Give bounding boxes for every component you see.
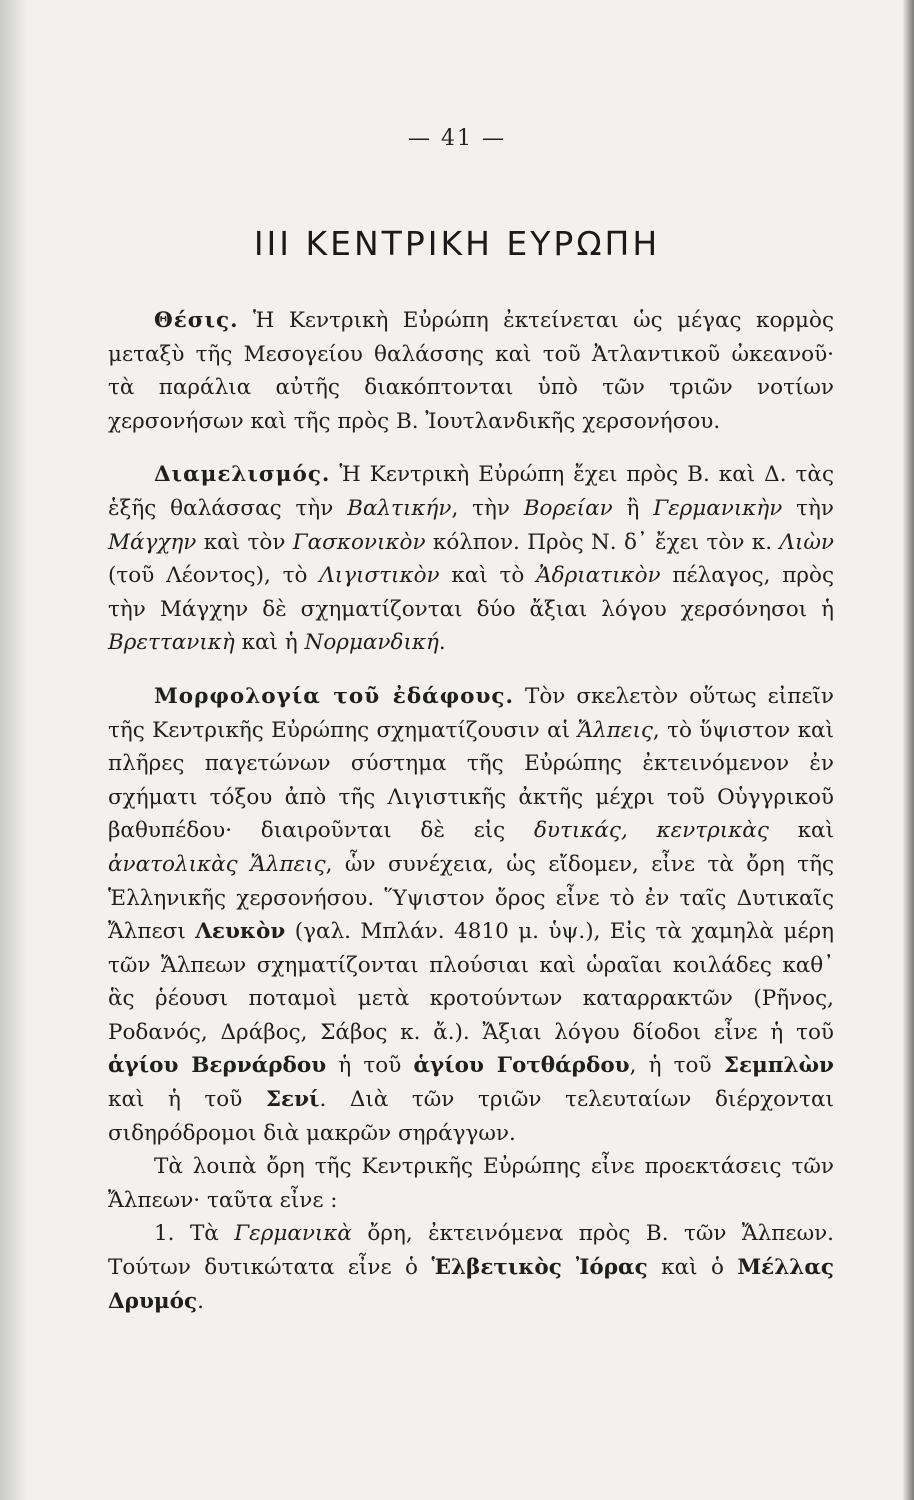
text-segment: κόλπον. Πρὸς Ν. δ᾽ ἔχει τὸν κ. (425, 529, 780, 555)
text-segment: (τοῦ Λέοντος), τὸ (108, 563, 320, 589)
section-heading-morphology: Μορφολογία τοῦ ἐδάφους. (154, 683, 515, 709)
text-segment: ἢ (612, 495, 654, 521)
mountain-name: Γερμανικὰ (234, 1221, 352, 1247)
section-heading-coastline: Διαμελισμός. (154, 462, 331, 488)
gulf-name: Λιὼν (779, 529, 834, 555)
sea-name: Βορείαν (523, 495, 613, 521)
thesis-text: Ἡ Κεντρικὴ Εὐρώπη ἐκτείνεται ὡς μέγας κορμὸς μεταξὺ τῆς Μεσογείου θαλάσσης καὶ τοῦ Ἀτλαντικοῦ ὠκεανοῦ· τὰ παράλια αὐτῆς διακόπτονται ὑπὸ τῶν τριῶν νοτίων χερσονήσων καὶ τῆς πρὸς Β. Ἰουτλανδικῆς χερσονήσου. (108, 308, 834, 434)
mountain-name: Ἄλπεις (577, 717, 653, 743)
list-item-1 (108, 1217, 834, 1318)
pass-name: Σενί (265, 1087, 320, 1113)
text-segment: πέλαγος, πρὸς τὴν Μάγχην δὲ σχηματίζονται δύο ἄξιαι λόγου χερσόνησοι ἡ (108, 563, 834, 622)
text-segment: καὶ τὸ (439, 563, 537, 589)
text-segment: τὴν (782, 495, 834, 521)
text-segment: Τὸν σκελετὸν οὕτως εἰπεῖν τῆς Κεντρικῆς Εὐρώπης σχηματίζουσιν αἱ (108, 683, 835, 743)
mountain-name: ἀνατολικὰς Ἄλπεις (108, 851, 326, 877)
sea-name: Βαλτικήν (347, 495, 452, 521)
paragraph-thesis (108, 304, 834, 438)
chapter-title: III ΚΕΝΤΡΙΚΗ ΕΥΡΩΠΗ (253, 224, 661, 263)
peninsula-name: Νορμανδική (304, 630, 439, 656)
peninsula-name: Βρεττανικὴ (108, 630, 235, 656)
sea-name: Γερμανικὴν (653, 495, 783, 521)
gulf-name: Γασκονικὸν (292, 529, 426, 555)
text-segment: . (197, 1288, 204, 1314)
text-segment: , τὴν (451, 495, 524, 521)
pass-name: Σεμπλὼν (723, 1053, 834, 1079)
paragraph-remaining: Τὰ λοιπὰ ὄρη τῆς Κεντρικῆς Εὐρώπης εἶνε προεκτάσεις τῶν Ἄλπεων· ταῦτα εἶνε : (108, 1154, 834, 1213)
sea-name: Λιγιστικὸν (319, 563, 440, 589)
mountain-name: Μέλλας Δρυμός (108, 1255, 834, 1314)
text-segment: ὄρη, ἐκτεινόμενα πρὸς Β. τῶν Ἄλπεων. Τούτων δυτικώτατα εἶνε ὁ (108, 1221, 835, 1281)
text-segment: καὶ (768, 818, 834, 844)
mountain-name: Ἑλβετικὸς Ἰόρας (431, 1255, 648, 1281)
text-segment: . Διὰ τῶν τριῶν τελευταίων διέρχονται σιδηρόδρομοι διὰ μακρῶν σηράγγων. (108, 1087, 834, 1146)
text-segment: (γαλ. Μπλάν. 4810 μ. ὑψ.), Εἰς τὰ χαμηλὰ μέρη τῶν Ἄλπεων σχηματίζονται πλούσιαι καὶ ὡραῖαι κοιλάδες καθ᾽ ἃς ῥέουσι ποταμοὶ μετὰ κροτούντων καταρρακτῶν (Ρῆνος, Ροδανός, Δράβος, Σάβος κ. ἄ.). Ἄξιαι λόγου δίοδοι εἶνε ἡ τοῦ (108, 919, 834, 1045)
text-segment: καὶ ὁ (647, 1255, 738, 1281)
text-segment: καὶ τὸν (196, 529, 293, 555)
sea-name: Ἀδριατικὸν (536, 563, 661, 589)
mountain-name: δυτικάς, κεντρικὰς (533, 818, 769, 844)
text-segment: , τὸ ὕψιστον καὶ πλῆρες παγετώνων σύστημα τῆς Εὐρώπης ἐκτεινόμενον ἐν σχήματι τόξου ἀπὸ τῆς Λιγιστικῆς ἀκτῆς μέχρι τοῦ Οὑγγρικοῦ βαθυπέδου· διαιροῦνται δὲ εἰς (108, 717, 834, 844)
text-segment: καὶ ἡ (234, 630, 305, 656)
pass-name: ἁγίου Βερνάρδου (108, 1053, 327, 1079)
text-segment: , ὧν συνέχεια, ὡς εἴδομεν, εἶνε τὰ ὄρη τῆς Ἑλληνικῆς χερσονήσου. Ὕψιστον ὄρος εἶνε τὸ ἐν ταῖς Δυτικαῖς Ἄλπεσι (108, 851, 835, 945)
body-text (108, 304, 834, 1318)
sea-name: Μάγχην (108, 529, 197, 555)
text-segment: ἡ τοῦ (326, 1053, 414, 1079)
text-segment: Ἡ Κεντρικὴ Εὐρώπη ἔχει πρὸς Β. καὶ Δ. τὰς ἑξῆς θαλάσσας τὴν (108, 462, 834, 521)
text-segment: καὶ ἡ τοῦ (108, 1087, 266, 1113)
paragraph-coastline (108, 458, 834, 660)
pass-name: ἁγίου Γοτθάρδου (413, 1053, 630, 1079)
text-segment: , ἡ τοῦ (629, 1053, 724, 1079)
page-number: — 41 — (408, 126, 506, 151)
paragraph-morphology (108, 680, 834, 1150)
text-segment: 1. Τὰ (154, 1221, 235, 1247)
text-segment: . (438, 630, 446, 656)
section-heading-thesis: Θέσις. (154, 308, 239, 333)
peak-name: Λευκὸν (195, 919, 286, 945)
